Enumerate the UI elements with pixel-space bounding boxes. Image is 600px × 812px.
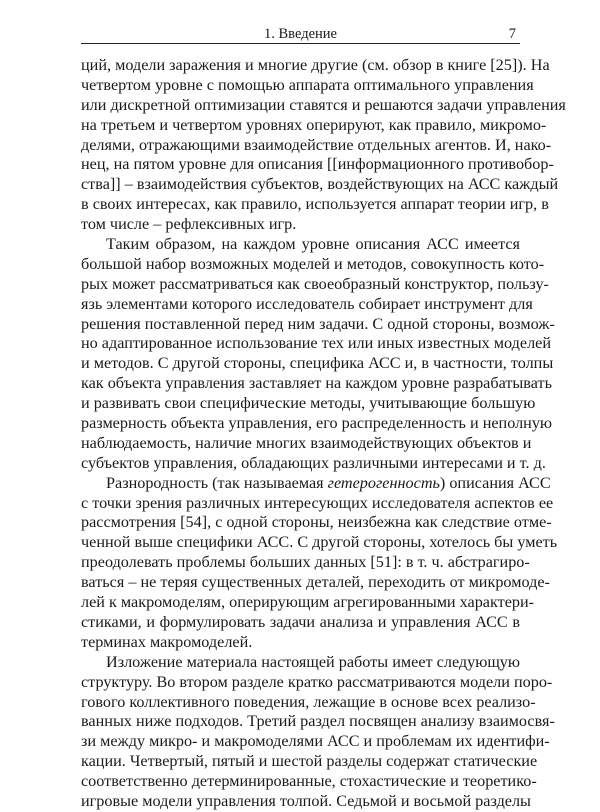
text-line: зи между микро- и макромоделями АСС и проблемам их идентифи-	[81, 732, 550, 751]
text-line: на третьем и четвертом уровнях оперируют, как правило, микромо-	[81, 115, 547, 134]
text-line: структуру. Во втором разделе кратко рассматриваются модели поро-	[81, 672, 553, 691]
text-line: четвертом уровне с помощью аппарата оптимального управления	[81, 75, 534, 94]
paragraph	[81, 473, 558, 653]
text-line: большой набор возможных моделей и методов, совокупность кото-	[81, 254, 545, 273]
text-line: субъектов управления, обладающих различными интересами и т. д.	[81, 453, 546, 472]
section-title: 1. Введение	[264, 26, 337, 42]
text-line: но адаптированное использование тех или иных известных моделей	[81, 334, 551, 353]
text-line: гового коллективного поведения, лежащие в основе всех реализо-	[81, 692, 536, 711]
text-line: решения поставленной перед ним задачи. С одной стороны, возмож-	[81, 314, 555, 333]
text-line: том числе – рефлексивных игр.	[81, 215, 297, 234]
running-header	[81, 23, 520, 44]
text-line: делями, отражающими взаимодействие отдельных агентов. И, нако-	[81, 135, 552, 154]
text-line: в своих интересах, как правило, используется аппарат теории игр, в	[81, 195, 549, 214]
text-line: как объекта управления заставляет на каждом уровне разрабатывать	[81, 374, 552, 393]
text-line: ства]] – взаимодействия субъектов, воздействующих на АСС каждый	[81, 175, 559, 194]
paragraph	[81, 652, 555, 812]
paragraph	[81, 235, 555, 474]
text-line: наблюдаемость, наличие многих взаимодействующих объектов и	[81, 433, 532, 452]
text-line: игровые модели управления толпой. Седьмой и восьмой разделы	[81, 791, 531, 810]
text-line: рых может рассматриваться как своеобразный конструктор, пользу-	[81, 274, 549, 293]
text-line: Изложение материала настоящей работы имеет следующую	[106, 652, 520, 671]
paragraph	[81, 56, 566, 235]
text-line: Разнородность (так называемая гетерогенность) описания АСС	[106, 473, 551, 492]
text-line: нец, на пятом уровне для описания [[информационного противобор-	[81, 155, 554, 174]
text-line: ций, модели заражения и многие другие (см. обзор в книге [25]). На	[81, 56, 550, 74]
text-line: размерность объекта управления, его распределенность и неполную	[81, 414, 553, 433]
text-line: преодолевать проблемы больших данных [51]: в т. ч. абстрагиро-	[81, 553, 530, 572]
text-line: с точки зрения различных интересующих исследователя аспектов ее	[81, 493, 554, 512]
body-text	[81, 56, 566, 812]
text-line: и методов. С другой стороны, специфика АСС и, в частности, толпы	[81, 354, 554, 373]
text-line: Таким образом, на каждом уровне описания АСС имеется	[106, 235, 520, 254]
text-line: ченной выше специфики АСС. С другой стороны, хотелось бы уметь	[81, 533, 558, 552]
text-line: ваться – не теряя существенных деталей, переходить от микромоде-	[81, 573, 550, 592]
text-line: стиками, и формулировать задачи анализа и управления АСС в	[81, 612, 520, 631]
text-line: терминах макромоделей.	[81, 632, 253, 651]
text-line: рассмотрения [54], с одной стороны, неизбежна как следствие отме-	[81, 513, 552, 532]
text-line: и развивать свои специфические методы, учитывающие большую	[81, 394, 536, 413]
text-line: ванных ниже подходов. Третий раздел посвящен анализу взаимосвя-	[81, 712, 555, 731]
page-number: 7	[508, 26, 516, 42]
text-line: лей к макромоделям, оперирующим агрегированными характери-	[81, 593, 535, 612]
text-line: язь элементами которого исследователь собирает инструмент для	[81, 294, 533, 313]
text-line: кации. Четвертый, пятый и шестой разделы содержат статические	[81, 752, 538, 771]
text-line: соответственно детерминированные, стохастические и теоретико-	[81, 772, 537, 791]
text-line: или дискретной оптимизации ставятся и решаются задачи управления	[81, 95, 566, 114]
